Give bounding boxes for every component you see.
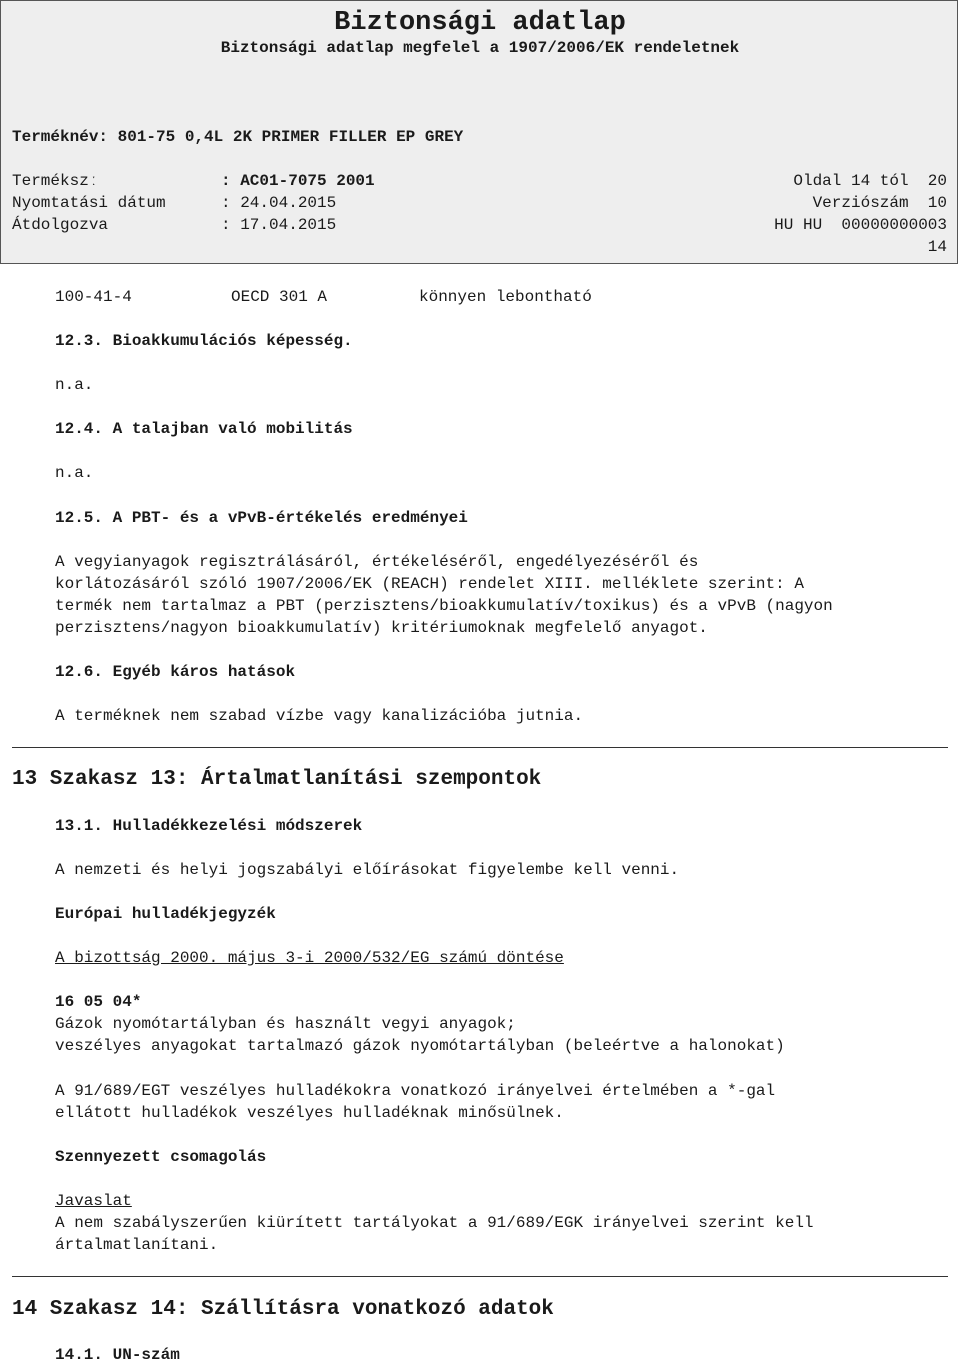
paragraph-line: A 91/689/EGT veszélyes hulladékokra vonatkozó irányelvei értelmében a *-gal	[55, 1082, 776, 1100]
locale-code: HU HU 00000000003	[774, 216, 947, 234]
packaging-heading: Szennyezett csomagolás	[55, 1148, 267, 1166]
subsection-heading: 13.1. Hulladékkezelési módszerek	[55, 817, 363, 835]
test-result: könnyen lebontható	[419, 288, 592, 306]
paragraph: A terméknek nem szabad vízbe vagy kanalizációba jutnia.	[55, 707, 584, 725]
paragraph-line: perzisztens/nagyon bioakkumulatív) kritériumoknak megfelelő anyagot.	[55, 619, 708, 637]
subsection-heading: 12.5. A PBT- és a vPvB-értékelés eredményei	[55, 509, 468, 527]
print-date-value: : 24.04.2015	[221, 194, 337, 212]
revised-value: : 17.04.2015	[221, 216, 337, 234]
document-title: Biztonsági adatlap	[334, 8, 626, 38]
paragraph-line: ellátott hulladékok veszélyes hulladéknak minősülnek.	[55, 1104, 564, 1122]
paragraph: n.a.	[55, 376, 94, 394]
paragraph-line: ártalmatlanítani.	[55, 1236, 219, 1254]
section-divider	[12, 1276, 948, 1277]
revised-label: Átdolgozva	[12, 216, 109, 234]
paragraph-line: veszélyes anyagokat tartalmazó gázok nyomótartályban (beleértve a halonokat)	[55, 1037, 785, 1055]
document-header	[0, 0, 958, 264]
test-method: OECD 301 A	[231, 288, 328, 306]
section-divider	[12, 747, 948, 748]
paragraph-line: korlátozásáról szóló 1907/2006/EK (REACH) rendelet XIII. melléklete szerint: A	[55, 575, 804, 593]
header-extra-number: 14	[927, 238, 947, 256]
version-number: Verziószám 10	[812, 194, 947, 212]
subsection-heading: 14.1. UN-szám	[55, 1346, 180, 1364]
paragraph: n.a.	[55, 464, 94, 482]
paragraph-line: A vegyianyagok regisztrálásáról, értékeléséről, engedélyezéséről és	[55, 553, 699, 571]
document-subtitle: Biztonsági adatlap megfelel a 1907/2006/EK rendeletnek	[220, 39, 740, 57]
subsection-heading: 12.6. Egyéb káros hatások	[55, 663, 296, 681]
subsection-heading: 12.3. Bioakkumulációs képesség.	[55, 332, 353, 350]
section-title-13: 13 Szakasz 13: Ártalmatlanítási szempontok	[12, 768, 542, 791]
paragraph: A nemzeti és helyi jogszabályi előírásokat figyelembe kell venni.	[55, 861, 680, 879]
subsection-heading: 12.4. A talajban való mobilitás	[55, 420, 353, 438]
recommendation-label: Javaslat	[55, 1192, 132, 1210]
eu-waste-heading: Európai hulladékjegyzék	[55, 905, 276, 923]
product-number-label: Termékszː	[12, 172, 99, 190]
paragraph-line: Gázok nyomótartályban és használt vegyi anyagok;	[55, 1015, 516, 1033]
cas-number: 100-41-4	[55, 288, 132, 306]
waste-code: 16 05 04*	[55, 993, 142, 1011]
paragraph-line: A nem szabályszerűen kiürített tartályokat a 91/689/EGK irányelvei szerint kell	[55, 1214, 814, 1232]
print-date-label: Nyomtatási dátum	[12, 194, 166, 212]
eu-decision-reference: A bizottság 2000. május 3-i 2000/532/EG számú döntése	[55, 949, 564, 967]
product-number-value: : AC01-7075 2001	[221, 172, 375, 190]
section-title-14: 14 Szakasz 14: Szállításra vonatkozó adatok	[12, 1298, 554, 1321]
product-name: Terméknév: 801-75 0,4L 2K PRIMER FILLER EP GREY	[12, 128, 464, 146]
page-indicator: Oldal 14 tól 20	[793, 172, 947, 190]
paragraph-line: termék nem tartalmaz a PBT (perzisztens/bioakkumulatív/toxikus) és a vPvB (nagyon	[55, 597, 833, 615]
